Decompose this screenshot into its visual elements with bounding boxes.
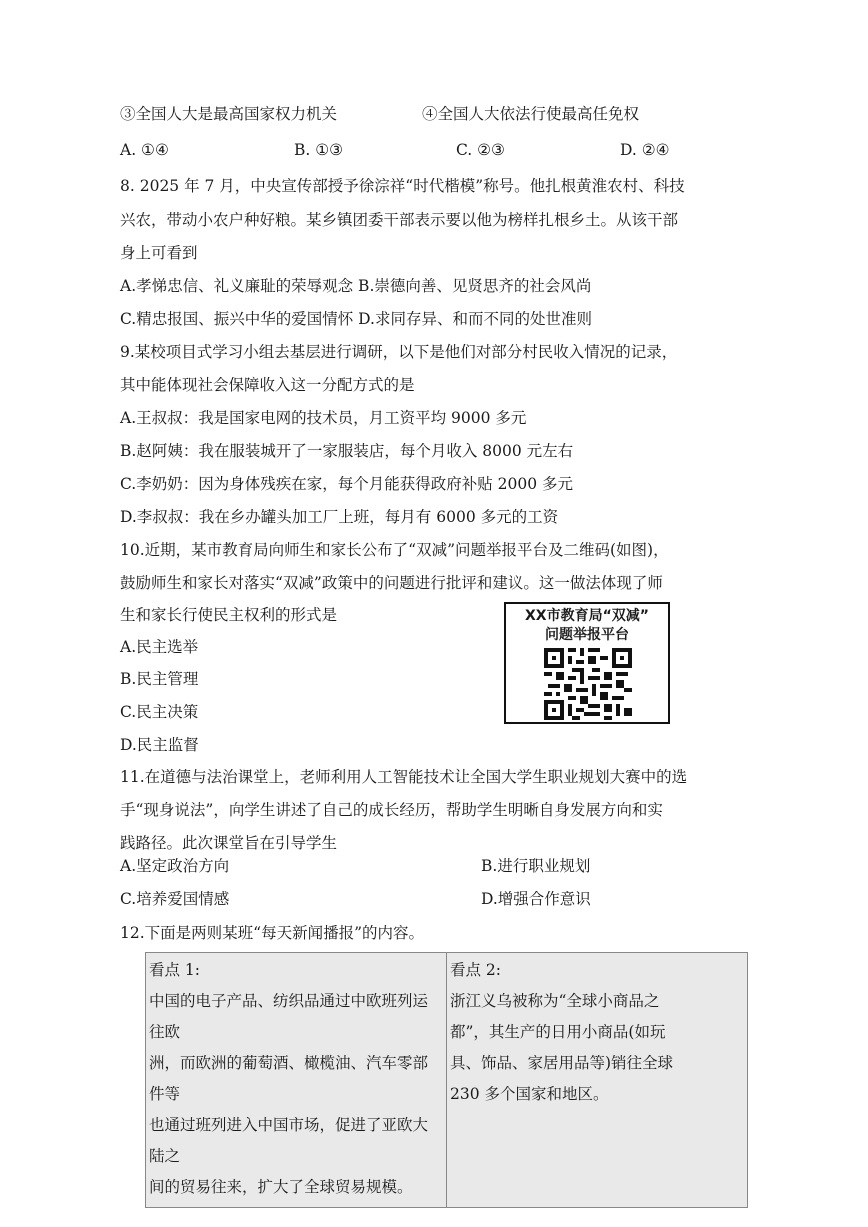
q10-stem-line: 10.近期，某市教育局向师生和家长公布了“双减”问题举报平台及二维码(如图)， <box>120 541 669 559</box>
q11-option-b: B.进行职业规划 <box>481 857 591 875</box>
q11-stem-line: 11.在道德与法治课堂上，老师利用人工智能技术让全国大学生职业规划大赛中的选 <box>120 768 688 786</box>
news-heading: 看点 1: <box>149 961 201 979</box>
q8-stem-line: 8. 2025 年 7 月，中央宣传部授予徐淙祥“时代楷模”称号。他扎根黄淮农村、科技 <box>120 177 685 195</box>
q11-stem-line: 践路径。此次课堂旨在引导学生 <box>120 834 338 852</box>
q10-option-d: D.民主监督 <box>120 736 199 754</box>
table-row <box>146 953 748 1208</box>
q10-option-b: B.民主管理 <box>120 670 199 688</box>
q7-option-b: B. ①③ <box>294 141 344 159</box>
q7-statement-3: ③全国人大是最高国家权力机关 <box>120 105 338 123</box>
q9-stem-line: 9.某校项目式学习小组去基层进行调研，以下是他们对部分村民收入情况的记录， <box>120 343 678 361</box>
q8-stem-line: 身上可看到 <box>120 244 198 262</box>
news-line: 浙江义乌被称为“全球小商品之 <box>450 992 660 1010</box>
q10-stem-line: 鼓励师生和家长对落实“双减”政策中的问题进行批评和建议。这一做法体现了师 <box>120 574 663 592</box>
news-cell-right <box>447 953 748 1208</box>
q11-option-a: A.坚定政治方向 <box>120 857 230 875</box>
news-line: 也通过班列进入中国市场，促进了亚欧大陆之 <box>149 1116 429 1165</box>
q7-statement-4: ④全国人大依法行使最高任免权 <box>422 105 640 123</box>
news-line: 间的贸易往来，扩大了全球贸易规模。 <box>149 1178 413 1196</box>
q8-stem-line: 兴农，带动小农户种好粮。某乡镇团委干部表示要以他为榜样扎根乡土。从该干部 <box>120 211 679 229</box>
qr-code-icon <box>544 647 632 721</box>
figure-title-line2: 问题举报平台 <box>545 627 629 643</box>
news-line: 洲，而欧洲的葡萄酒、橄榄油、汽车零部件等 <box>149 1054 429 1103</box>
news-line: 都”，其生产的日用小商品(如玩 <box>450 1023 666 1041</box>
q9-option-c: C.李奶奶：因为身体残疾在家，每个月能获得政府补贴 2000 多元 <box>120 475 574 493</box>
news-line: 具、饰品、家居用品等)销往全球 <box>450 1054 674 1072</box>
q10-option-c: C.民主决策 <box>120 703 199 721</box>
news-line: 230 多个国家和地区。 <box>450 1085 609 1103</box>
news-line: 中国的电子产品、纺织品通过中欧班列运往欧 <box>149 992 429 1041</box>
news-heading: 看点 2: <box>450 961 502 979</box>
q11-stem-line: 手“现身说法”，向学生讲述了自己的成长经历，帮助学生明晰自身发展方向和实 <box>120 801 663 819</box>
q9-option-a: A.王叔叔：我是国家电网的技术员，月工资平均 9000 多元 <box>120 409 527 427</box>
figure-title-line1: XX市教育局“双减” <box>525 608 649 624</box>
report-platform-figure <box>504 602 670 724</box>
q7-option-c: C. ②③ <box>456 141 505 159</box>
q7-option-d: D. ②④ <box>620 141 670 159</box>
news-table <box>145 952 748 1208</box>
q8-options-ab: A.孝悌忠信、礼义廉耻的荣辱观念 B.崇德向善、见贤思齐的社会风尚 <box>120 277 592 295</box>
q8-options-cd: C.精忠报国、振兴中华的爱国情怀 D.求同存异、和而不同的处世准则 <box>120 310 592 328</box>
q9-option-d: D.李叔叔：我在乡办罐头加工厂上班，每月有 6000 多元的工资 <box>120 508 559 526</box>
q9-stem-line: 其中能体现社会保障收入这一分配方式的是 <box>120 376 415 394</box>
q11-option-c: C.培养爱国情感 <box>120 890 230 908</box>
q7-option-a: A. ①④ <box>120 141 169 159</box>
q10-stem-line: 生和家长行使民主权利的形式是 <box>120 606 338 624</box>
news-cell-left <box>146 953 447 1208</box>
q9-option-b: B.赵阿姨：我在服装城开了一家服装店，每个月收入 8000 元左右 <box>120 442 574 460</box>
q11-option-d: D.增强合作意识 <box>481 890 591 908</box>
q10-option-a: A.民主选举 <box>120 638 199 656</box>
q12-stem: 12.下面是两则某班“每天新闻播报”的内容。 <box>120 924 424 942</box>
